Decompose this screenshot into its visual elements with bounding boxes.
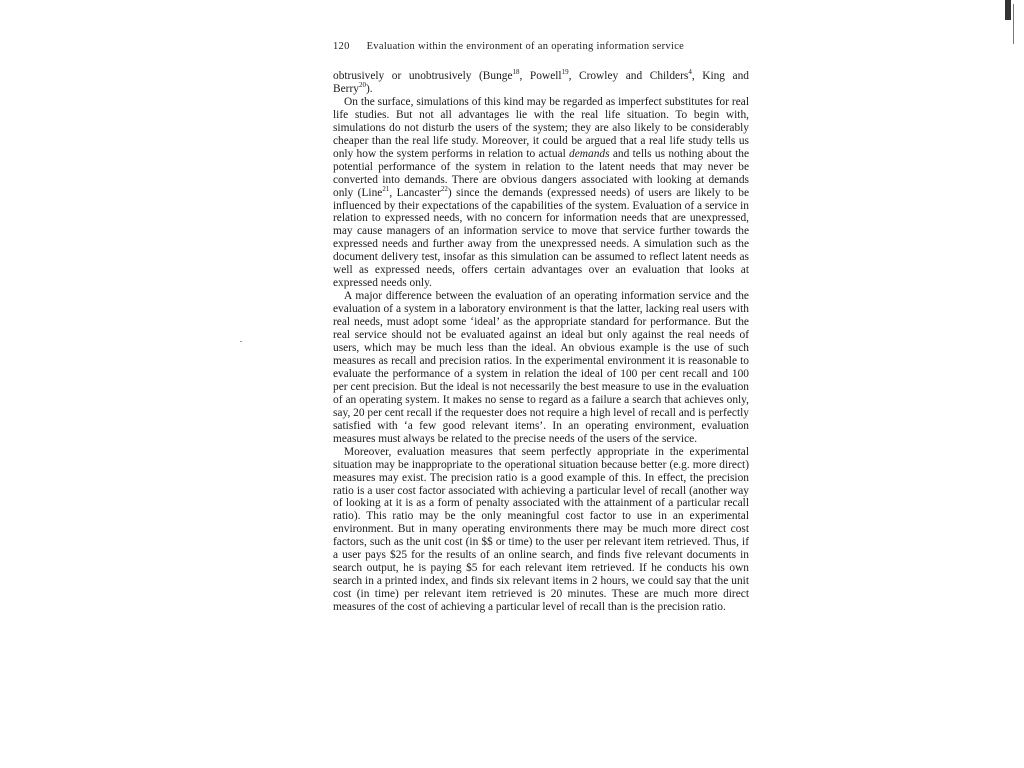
running-head <box>333 41 753 52</box>
running-title: Evaluation within the environment of an operating information service <box>366 41 685 52</box>
citation-number: 4 <box>688 68 692 77</box>
text-run: On the surface, simulations of this kind may be regarded as imperfect substitutes for real life studies. But not all advantages lie with the real life situation. To begin with, simulations do not disturb the users of the system; they are also likely to be considerably cheaper than the real life study. Moreover, it could be argued that a real life study tells us only how the system performs in relation to actual <box>333 95 749 160</box>
page-number: 120 <box>333 41 350 52</box>
scan-artifact-dot <box>240 341 242 342</box>
text-run: , Crowley and Childers <box>568 70 689 82</box>
text-run: obtrusively or unobtrusively (Bunge <box>333 70 513 82</box>
scan-artifact-mark <box>1005 0 1011 20</box>
text-run: ) since the demands (expressed needs) of users are likely to be influenced by their expectations of the capabilities of the system. Evaluation of a service in relation to expressed needs, with no concern for information needs that are unexpressed, may cause managers of an information service to move that service further towards the expressed needs and further away from the unexpressed needs. A simulation such as the document delivery test, insofar as this simulation can be assumed to reflect latent needs as well as expressed needs, offers certain advantages over an evaluation that looks at expressed needs only. <box>333 186 750 290</box>
text-run: ). <box>365 82 373 95</box>
citation-number: 20 <box>358 81 366 90</box>
paragraph-3 <box>333 290 749 445</box>
paragraph-2 <box>333 96 749 290</box>
paragraph-4 <box>333 446 749 614</box>
text-run: and tells us nothing about the potential performance of the system in relation to the latent needs that may never be converted into demands. There are obvious dangers associated with looking at demands only (Line <box>333 147 749 199</box>
text-run: A major difference between the evaluation of an operating information service and the evaluation of a system in a laboratory environment is that the latter, lacking real users with real needs, must adopt some ‘ideal’ as the appropriate standard for performance. But the real service should not be evaluated against an ideal but only against the real needs of users, which may be much less than the ideal. An obvious example is the use of such measures as recall and precision ratios. In the experimental environment it is reasonable to evaluate the performance of a system in relation the ideal of 100 per cent recall and 100 per cent precision. But the ideal is not necessarily the best measure to use in the evaluation of an operating system. It makes no sense to regard as a failure a search that achieves only, say, 20 per cent recall if the requester does not require a high level of recall and is perfectly satisfied with ‘a few good relevant items’. In an operating environment, evaluation measures must always be related to the precise needs of the users of the service. <box>333 290 749 445</box>
citation-number: 22 <box>440 184 448 193</box>
text-run: , Lancaster <box>389 186 441 199</box>
citation-number: 19 <box>561 68 569 77</box>
body-text <box>333 70 749 614</box>
citation-number: 18 <box>512 68 520 77</box>
text-run: , Powell <box>519 70 562 82</box>
citation-number: 21 <box>382 184 390 193</box>
text-run: Moreover, evaluation measures that seem perfectly appropriate in the experimental situation may be inappropriate to the operational situation because better (e.g. more direct) measures may exist. The precision ratio is a good example of this. In effect, the precision ratio is a user cost factor associated with achieving a particular level of recall (another way of looking at it is as a form of penalty associated with the attainment of a particular recall ratio). This ratio may be the only meaningful cost factor to use in an experimental environment. But in many operating environments there may be much more direct cost factors, such as the unit cost (in $$ or time) to the user per relevant item retrieved. Thus, if a user pays $25 for the results of an online search, and finds five relevant documents in search output, he is paying $5 for each relevant item retrieved. If he conducts his own search in a printed index, and finds six relevant items in 2 hours, we could say that the unit cost (in time) per relevant item retrieved is 20 minutes. These are much more direct measures of the cost of achieving a particular level of recall than is the precision ratio. <box>333 445 749 614</box>
text-run: , King and Berry <box>333 70 749 95</box>
paragraph-1 <box>333 70 749 96</box>
scan-artifact-line <box>1013 4 1014 44</box>
emphasis-text: demands <box>569 147 610 160</box>
